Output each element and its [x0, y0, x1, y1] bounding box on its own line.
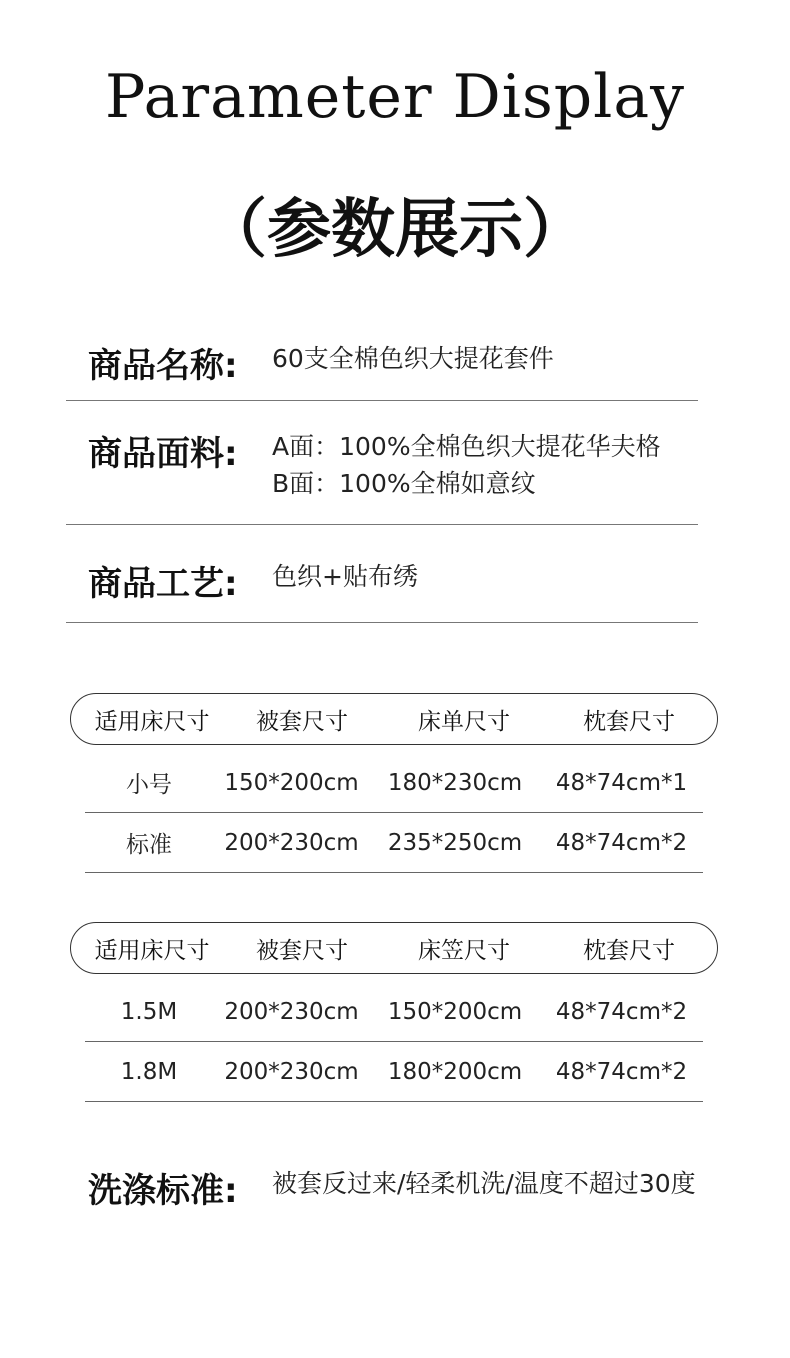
param-value-line: 色织+贴布绣 [272, 562, 418, 591]
param-label: 商品名称: [88, 346, 238, 386]
table-header [70, 693, 718, 745]
param-label: 商品面料: [88, 434, 238, 474]
param-value [272, 556, 418, 605]
table-header [70, 922, 718, 974]
param-value-line: 被套反过来/轻柔机洗/温度不超过30度 [272, 1169, 696, 1198]
size-table-fitted [70, 922, 718, 1102]
table-row [85, 1042, 703, 1102]
table-header-cell: 枕套尺寸 [583, 937, 675, 964]
param-value [272, 1163, 696, 1212]
table-cell: 200*230cm [224, 1058, 359, 1085]
param-label: 洗涤标准: [88, 1171, 238, 1211]
param-value-line: A面：100%全棉色织大提花华夫格 [272, 432, 661, 461]
table-cell: 48*74cm*1 [555, 769, 688, 796]
table-cell: 48*74cm*2 [555, 998, 688, 1025]
table-header-cell: 被套尺寸 [256, 708, 348, 735]
table-header-cell: 适用床尺寸 [94, 708, 210, 735]
param-wash [88, 1163, 696, 1212]
table-cell: 200*230cm [224, 998, 359, 1025]
table-cell: 1.8M [120, 1058, 178, 1085]
table-row [85, 813, 703, 873]
param-value [272, 338, 554, 387]
table-cell: 180*230cm [387, 769, 523, 796]
divider [66, 524, 698, 525]
table-header-cell: 床单尺寸 [418, 708, 510, 735]
param-label: 商品工艺: [88, 564, 238, 604]
param-value [272, 426, 661, 502]
divider [66, 622, 698, 623]
title-chinese: （参数展示） [203, 193, 587, 267]
table-cell: 150*200cm [224, 769, 359, 796]
table-row [85, 982, 703, 1042]
table-cell: 48*74cm*2 [555, 1058, 688, 1085]
table-header-cell: 床笠尺寸 [418, 937, 510, 964]
param-fabric [88, 426, 661, 502]
table-cell: 200*230cm [224, 829, 359, 856]
table-cell: 1.5M [120, 998, 178, 1025]
table-cell: 标准 [126, 832, 172, 858]
table-cell: 小号 [126, 772, 172, 798]
table-row [85, 753, 703, 813]
table-header-cell: 被套尺寸 [256, 937, 348, 964]
param-value-line: 60支全棉色织大提花套件 [272, 344, 554, 373]
param-product-name [88, 338, 554, 387]
param-craft [88, 556, 418, 605]
table-cell: 48*74cm*2 [555, 829, 688, 856]
table-cell: 180*200cm [387, 1058, 523, 1085]
divider [66, 400, 698, 401]
table-header-cell: 枕套尺寸 [583, 708, 675, 735]
title-english: Parameter Display [104, 62, 686, 132]
param-value-line: B面：100%全棉如意纹 [272, 469, 536, 498]
size-table-sheet [70, 693, 718, 873]
table-cell: 150*200cm [387, 998, 523, 1025]
table-header-cell: 适用床尺寸 [94, 937, 210, 964]
table-cell: 235*250cm [387, 829, 523, 856]
